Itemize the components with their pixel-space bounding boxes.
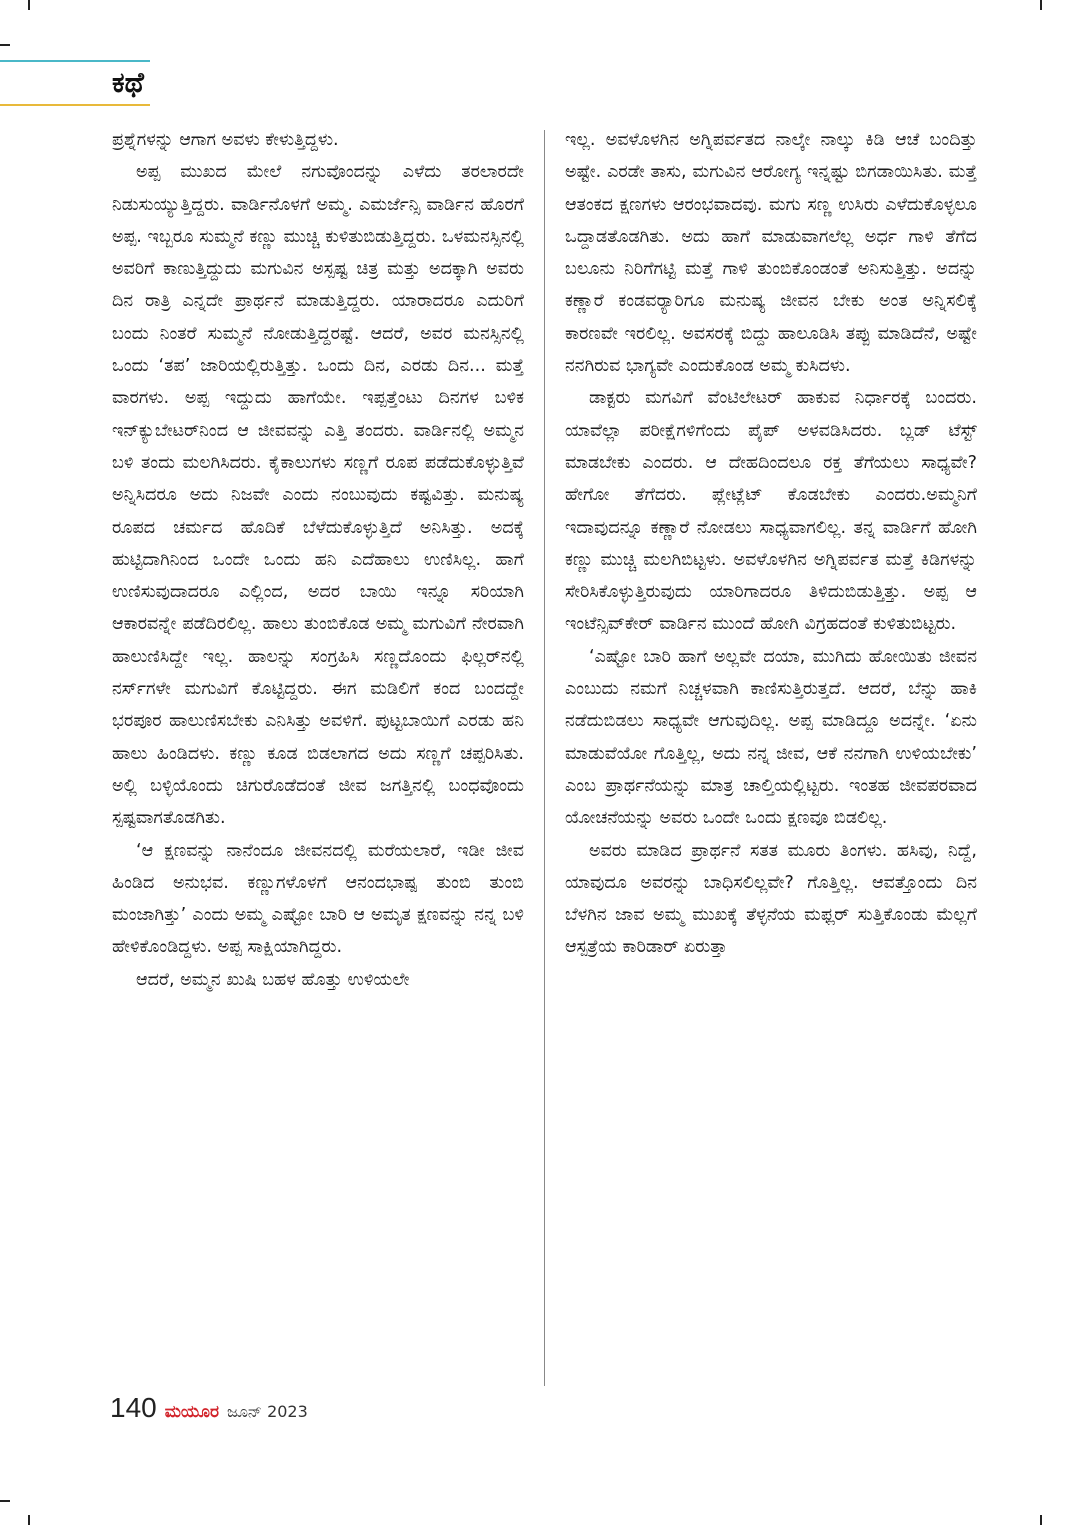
paragraph: ಇಲ್ಲ. ಅವಳೊಳಗಿನ ಅಗ್ನಿಪರ್ವತದ ನಾಲ್ಕೇ ನಾಲ್ಕು ಕಿಡಿ ಆಚೆ ಬಂದಿತ್ತು ಅಷ್ಟೇ. ಎರಡೇ ತಾಸು, ಮಗುವಿನ ಆರೋಗ್ಯ ಇನ್ನಷ್ಟು ಬಿಗಡಾಯಿಸಿತು. ಮತ್ತೆ ಆತಂಕದ ಕ್ಷಣಗಳು ಆರಂಭವಾದವು. ಮಗು ಸಣ್ಣ ಉಸಿರು ಎಳೆದುಕೊಳ್ಳಲೂ ಒದ್ದಾಡತೊಡಗಿತು. ಅದು ಹಾಗೆ ಮಾಡುವಾಗಲೆಲ್ಲ ಅರ್ಧ ಗಾಳಿ ತೆಗೆದ ಬಲೂನು ನಿರಿಗೆಗಟ್ಟಿ ಮತ್ತೆ ಗಾಳಿ ತುಂಬಿಕೊಂಡಂತೆ ಅನಿಸುತ್ತಿತ್ತು. ಅದನ್ನು ಕಣ್ಣಾರೆ ಕಂಡವರ್‍ಯಾರಿಗೂ ಮನುಷ್ಯ ಜೀವನ ಬೇಕು ಅಂತ ಅನ್ನಿಸಲಿಕ್ಕೆ ಕಾರಣವೇ ಇರಲಿಲ್ಲ. ಅವಸರಕ್ಕೆ ಬಿದ್ದು ಹಾಲೂಡಿಸಿ ತಪ್ಪು ಮಾಡಿದೆನೆ, ಅಷ್ಟೇ ನನಗಿರುವ ಭಾಗ್ಯವೇ ಎಂದುಕೊಂಡ ಅಮ್ಮ ಕುಸಿದಳು. [565, 130, 977, 377]
crop-mark-top-left [28, 0, 30, 10]
crop-mark-left-lower [0, 1500, 10, 1502]
right-column [565, 124, 977, 1386]
paragraph: ಡಾಕ್ಟರು ಮಗವಿಗೆ ವೆಂಟಿಲೇಟರ್ ಹಾಕುವ ನಿರ್ಧಾರಕ್ಕೆ ಬಂದರು. ಯಾವೆಲ್ಲಾ ಪರೀಕ್ಷೆಗಳಿಗೆಂದು ಪೈಪ್ ಅಳವಡಿಸಿದರು. ಬ್ಲಡ್ ಟೆಸ್ಟ್ ಮಾಡಬೇಕು ಎಂದರು. ಆ ದೇಹದಿಂದಲೂ ರಕ್ತ ತೆಗೆಯಲು ಸಾಧ್ಯವೇ? ಹೇಗೋ ತೆಗೆದರು. ಪ್ಲೇಟ್ಲೆಟ್ ಕೊಡಬೇಕು ಎಂದರು.ಅಮ್ಮನಿಗೆ ಇದಾವುದನ್ನೂ ಕಣ್ಣಾರೆ ನೋಡಲು ಸಾಧ್ಯವಾಗಲಿಲ್ಲ. ತನ್ನ ವಾರ್ಡಿಗೆ ಹೋಗಿ ಕಣ್ಣು ಮುಚ್ಚಿ ಮಲಗಿಬಿಟ್ಟಳು. ಅವಳೊಳಗಿನ ಅಗ್ನಿಪರ್ವತ ಮತ್ತೆ ಕಿಡಿಗಳನ್ನು ಸೇರಿಸಿಕೊಳ್ಳುತ್ತಿರುವುದು ಯಾರಿಗಾದರೂ ತಿಳಿದುಬಿಡುತ್ತಿತ್ತು. ಅಪ್ಪ ಆ ಇಂಟೆನ್ಸಿವ್‌ಕೇರ್ ವಾರ್ಡಿನ ಮುಂದೆ ಹೋಗಿ ವಿಗ್ರಹದಂತೆ ಕುಳಿತುಬಿಟ್ಟರು. [565, 388, 977, 635]
crop-mark-left-upper [0, 44, 10, 46]
header-rule-top [0, 60, 150, 62]
section-title: ಕಥೆ [112, 66, 144, 99]
crop-mark-top-right [1040, 0, 1042, 10]
paragraph: ಅವರು ಮಾಡಿದ ಪ್ರಾರ್ಥನೆ ಸತತ ಮೂರು ತಿಂಗಳು. ಹಸಿವು, ನಿದ್ದೆ, ಯಾವುದೂ ಅವರನ್ನು ಬಾಧಿಸಲಿಲ್ಲವೇ? ಗೊತ್ತಿಲ್ಲ. ಆವತ್ತೊಂದು ದಿನ ಬೆಳಗಿನ ಜಾವ ಅಮ್ಮ ಮುಖಕ್ಕೆ ತೆಳ್ಳನೆಯ ಮಫ್ಲರ್ ಸುತ್ತಿಕೊಂಡು ಮೆಲ್ಲಗೆ ಆಸ್ಪತ್ರೆಯ ಕಾರಿಡಾರ್ ಏರುತ್ತಾ [565, 840, 977, 958]
page-number: 140 [110, 1392, 157, 1423]
left-column [112, 124, 524, 1386]
paragraph: ಅಪ್ಪ ಮುಖದ ಮೇಲೆ ನಗುವೊಂದನ್ನು ಎಳೆದು ತರಲಾರದೇ ನಿಡುಸುಯ್ಯುತ್ತಿದ್ದರು. ವಾರ್ಡಿನೊಳಗೆ ಅಮ್ಮ. ಎಮರ್ಜೆನ್ಸಿ ವಾರ್ಡಿನ ಹೊರಗೆ ಅಪ್ಪ. ಇಬ್ಬರೂ ಸುಮ್ಮನೆ ಕಣ್ಣು ಮುಚ್ಚಿ ಕುಳಿತುಬಿಡುತ್ತಿದ್ದರು. ಒಳಮನಸ್ಸಿನಲ್ಲಿ ಅವರಿಗೆ ಕಾಣುತ್ತಿದ್ದುದು ಮಗುವಿನ ಅಸ್ಪಷ್ಟ ಚಿತ್ರ ಮತ್ತು ಅದಕ್ಕಾಗಿ ಅವರು ದಿನ ರಾತ್ರಿ ಎನ್ನದೇ ಪ್ರಾರ್ಥನೆ ಮಾಡುತ್ತಿದ್ದರು. ಯಾರಾದರೂ ಎದುರಿಗೆ ಬಂದು ನಿಂತರೆ ಸುಮ್ಮನೆ ನೋಡುತ್ತಿದ್ದರಷ್ಟೆ. ಆದರೆ, ಅವರ ಮನಸ್ಸಿನಲ್ಲಿ ಒಂದು ‘ತಪ’ ಜಾರಿಯಲ್ಲಿರುತ್ತಿತ್ತು. ಒಂದು ದಿನ, ಎರಡು ದಿನ... ಮತ್ತೆ ವಾರಗಳು. ಅಪ್ಪ ಇದ್ದುದು ಹಾಗೆಯೇ. ಇಪ್ಪತ್ತೆಂಟು ದಿನಗಳ ಬಳಿಕ ಇನ್‌ಕ್ಯುಬೇಟರ್‌ನಿಂದ ಆ ಜೀವವನ್ನು ಎತ್ತಿ ತಂದರು. ವಾರ್ಡಿನಲ್ಲಿ ಅಮ್ಮನ ಬಳಿ ತಂದು ಮಲಗಿಸಿದರು. ಕೈಕಾಲುಗಳು ಸಣ್ಣಗೆ ರೂಪ ಪಡೆದುಕೊಳ್ಳುತ್ತಿವೆ ಅನ್ನಿಸಿದರೂ ಅದು ನಿಜವೇ ಎಂದು ನಂಬುವುದು ಕಷ್ಟವಿತ್ತು. ಮನುಷ್ಯ ರೂಪದ ಚರ್ಮದ ಹೊದಿಕೆ ಬೆಳೆದುಕೊಳ್ಳುತ್ತಿದೆ ಅನಿಸಿತ್ತು. ಅದಕ್ಕೆ ಹುಟ್ಟಿದಾಗಿನಿಂದ ಒಂದೇ ಒಂದು ಹನಿ ಎದೆಹಾಲು ಉಣಿಸಿಲ್ಲ. ಹಾಗೆ ಉಣಿಸುವುದಾದರೂ ಎಲ್ಲಿಂದ, ಅದರ ಬಾಯಿ ಇನ್ನೂ ಸರಿಯಾಗಿ ಆಕಾರವನ್ನೇ ಪಡೆದಿರಲಿಲ್ಲ. ಹಾಲು ತುಂಬಿಕೊಡ ಅಮ್ಮ ಮಗುವಿಗೆ ನೇರವಾಗಿ ಹಾಲುಣಿಸಿದ್ದೇ ಇಲ್ಲ. ಹಾಲನ್ನು ಸಂಗ್ರಹಿಸಿ ಸಣ್ಣದೊಂದು ಫಿಲ್ಲರ್‌ನಲ್ಲಿ ನರ್ಸ್‌ಗಳೇ ಮಗುವಿಗೆ ಕೊಟ್ಟಿದ್ದರು. ಈಗ ಮಡಿಲಿಗೆ ಕಂದ ಬಂದದ್ದೇ ಭರಪೂರ ಹಾಲುಣಿಸಬೇಕು ಎನಿಸಿತ್ತು ಅವಳಿಗೆ. ಪುಟ್ಟಬಾಯಿಗೆ ಎರಡು ಹನಿ ಹಾಲು ಹಿಂಡಿದಳು. ಕಣ್ಣು ಕೂಡ ಬಿಡಲಾಗದ ಅದು ಸಣ್ಣಗೆ ಚಪ್ಪರಿಸಿತು. ಅಲ್ಲಿ ಬಳ್ಳಿಯೊಂದು ಚಿಗುರೊಡೆದಂತೆ ಜೀವ ಜಗತ್ತಿನಲ್ಲಿ ಬಂಧವೊಂದು ಸ್ಪಷ್ಟವಾಗತೊಡಗಿತು. [112, 162, 524, 829]
header-rule-bottom [0, 104, 150, 106]
paragraph: ಪ್ರಶ್ನೆಗಳನ್ನು ಆಗಾಗ ಅವಳು ಕೇಳುತ್ತಿದ್ದಳು. [112, 130, 339, 150]
crop-mark-bottom-right [1040, 1515, 1042, 1525]
paragraph: ‘ಎಷ್ಟೋ ಬಾರಿ ಹಾಗೆ ಅಲ್ಲವೇ ದಯಾ, ಮುಗಿದು ಹೋಯಿತು ಜೀವನ ಎಂಬುದು ನಮಗೆ ನಿಚ್ಚಳವಾಗಿ ಕಾಣಿಸುತ್ತಿರುತ್ತದೆ. ಆದರೆ, ಬೆನ್ನು ಹಾಕಿ ನಡೆದುಬಿಡಲು ಸಾಧ್ಯವೇ ಆಗುವುದಿಲ್ಲ. ಅಪ್ಪ ಮಾಡಿದ್ದೂ ಅದನ್ನೇ. ‘ಏನು ಮಾಡುವೆಯೋ ಗೊತ್ತಿಲ್ಲ, ಅದು ನನ್ನ ಜೀವ, ಆಕೆ ನನಗಾಗಿ ಉಳಿಯಬೇಕು’ ಎಂಬ ಪ್ರಾರ್ಥನೆಯನ್ನು ಮಾತ್ರ ಚಾಲ್ತಿಯಲ್ಲಿಟ್ಟರು. ಇಂತಹ ಜೀವಪರವಾದ ಯೋಚನೆಯನ್ನು ಅವರು ಒಂದೇ ಒಂದು ಕ್ಷಣವೂ ಬಿಡಲಿಲ್ಲ. [565, 646, 977, 829]
magazine-logo: ಮಯೂರ [164, 1402, 219, 1422]
issue-date: ಜೂನ್ 2023 [226, 1402, 308, 1421]
paragraph: ಆದರೆ, ಅಮ್ಮನ ಖುಷಿ ಬಹಳ ಹೊತ್ತು ಉಳಿಯಲೇ [136, 969, 410, 990]
column-divider [544, 130, 545, 1386]
crop-mark-bottom-left [28, 1515, 30, 1525]
paragraph: ‘ಆ ಕ್ಷಣವನ್ನು ನಾನೆಂದೂ ಜೀವನದಲ್ಲಿ ಮರೆಯಲಾರೆ, ಇಡೀ ಜೀವ ಹಿಂಡಿದ ಅನುಭವ. ಕಣ್ಣುಗಳೊಳಗೆ ಆನಂದಭಾಷ್ಪ ತುಂಬಿ ತುಂಬಿ ಮಂಜಾಗಿತ್ತು’ ಎಂದು ಅಮ್ಮ ಎಷ್ಟೋ ಬಾರಿ ಆ ಅಮೃತ ಕ್ಷಣವನ್ನು ನನ್ನ ಬಳಿ ಹೇಳಿಕೊಂಡಿದ್ದಳು. ಅಪ್ಪ ಸಾಕ್ಷಿಯಾಗಿದ್ದರು. [112, 840, 524, 958]
page-footer [110, 1392, 308, 1432]
